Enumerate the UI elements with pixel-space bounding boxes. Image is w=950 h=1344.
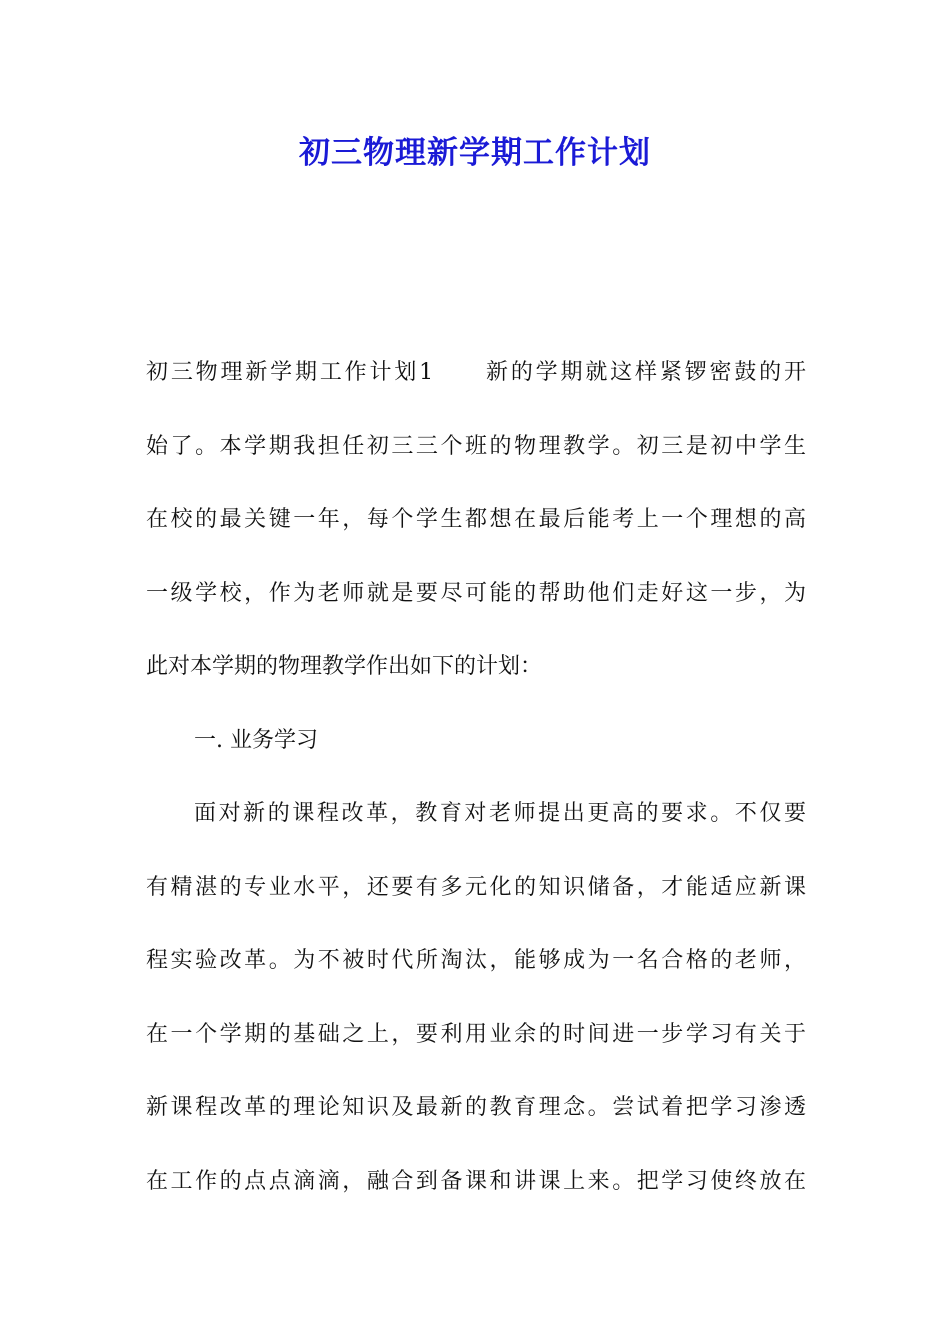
document-title: 初三物理新学期工作计划 <box>299 135 651 171</box>
section-1-paragraph-line-3: 程实验改革。为不被时代所淘汰，能够成为一名合格的老师， <box>146 948 806 973</box>
section-1-paragraph-line-2: 有精湛的专业水平，还要有多元化的知识储备，才能适应新课 <box>146 874 806 900</box>
intro-paragraph-line-1 <box>146 336 806 410</box>
intro-paragraph-line-3: 在校的最关键一年，每个学生都想在最后能考上一个理想的高 <box>146 507 806 532</box>
section-1-paragraph-line-5: 新课程改革的理论知识及最新的教育理念。尝试着把学习渗透 <box>146 1095 806 1120</box>
intro-text-start: 新的学期就这样紧锣密鼓的开 <box>483 360 806 385</box>
intro-paragraph-line-4: 一级学校，作为老师就是要尽可能的帮助他们走好这一步，为 <box>146 580 806 606</box>
section-1-paragraph-line-4: 在一个学期的基础之上，要利用业余的时间进一步学习有关于 <box>146 1021 806 1047</box>
document-body <box>146 336 806 1218</box>
intro-paragraph-line-5: 此对本学期的物理教学作出如下的计划： <box>146 654 543 679</box>
plan-heading-inline: 初三物理新学期工作计划1 <box>146 360 434 385</box>
intro-paragraph-line-2: 始了。本学期我担任初三三个班的物理教学。初三是初中学生 <box>146 433 806 459</box>
section-heading-business-study: 一. 业务学习 <box>194 727 318 753</box>
section-1-paragraph-line-1: 面对新的课程改革，教育对老师提出更高的要求。不仅要 <box>194 801 806 826</box>
section-1-paragraph-line-6: 在工作的点点滴滴，融合到备课和讲课上来。把学习使终放在 <box>146 1168 806 1194</box>
